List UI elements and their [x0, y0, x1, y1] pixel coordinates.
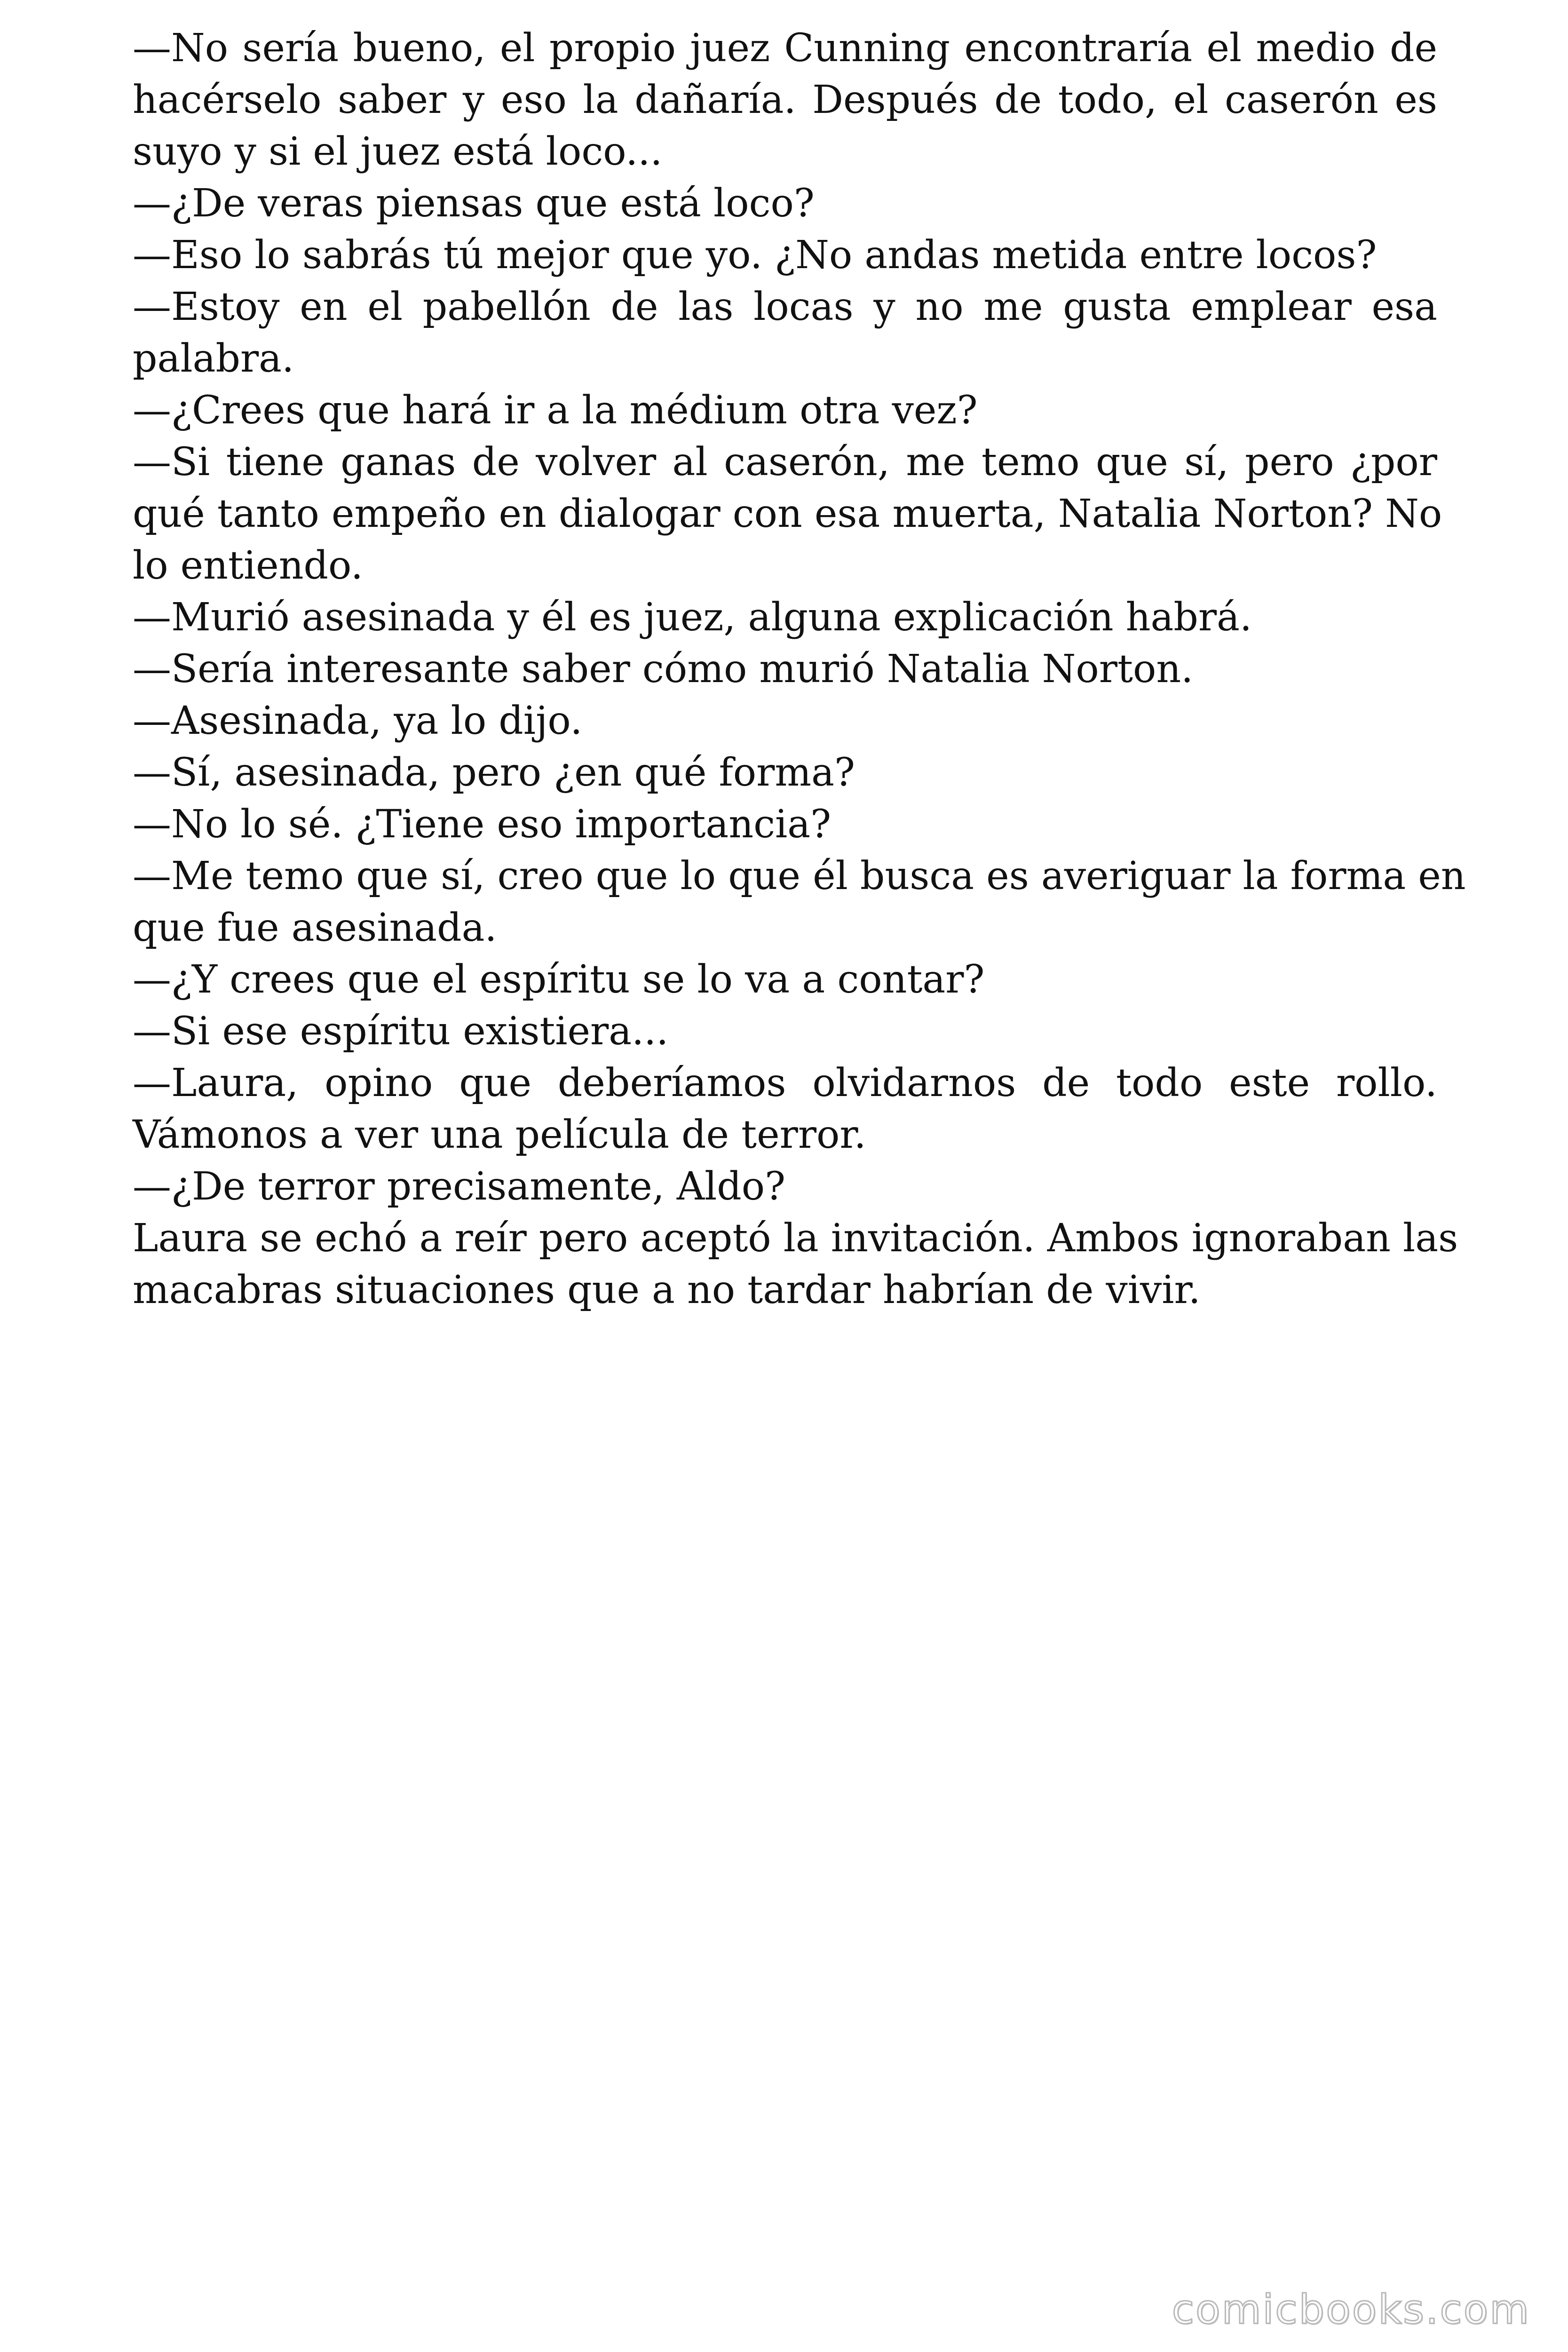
body-text	[133, 23, 1466, 1316]
text-line: qué tanto empeño en dialogar con esa muerta, Natalia Norton? No	[133, 492, 1442, 536]
text-line: —Estoy en el pabellón de las locas y no me gusta emplear esa	[133, 285, 1437, 329]
text-line: —Sería interesante saber cómo murió Natalia Norton.	[133, 647, 1194, 691]
text-line: Laura se echó a reír pero aceptó la invitación. Ambos ignoraban las	[133, 1216, 1458, 1261]
text-line: palabra.	[133, 336, 294, 381]
text-line: —Me temo que sí, creo que lo que él busca es averiguar la forma en	[133, 854, 1466, 898]
text-line: Vámonos a ver una película de terror.	[133, 1112, 866, 1157]
watermark: comicbooks.com	[1172, 2286, 1530, 2333]
text-line: —Si tiene ganas de volver al caserón, me temo que sí, pero ¿por	[133, 440, 1437, 485]
text-line: —Si ese espíritu existiera...	[133, 1009, 669, 1054]
text-line: —¿Crees que hará ir a la médium otra vez?	[133, 388, 978, 433]
text-line: —No lo sé. ¿Tiene eso importancia?	[133, 802, 832, 847]
text-line: —No sería bueno, el propio juez Cunning encontraría el medio de	[133, 26, 1437, 71]
text-line: —Asesinada, ya lo dijo.	[133, 699, 583, 743]
text-line: lo entiendo.	[133, 543, 363, 588]
text-line: macabras situaciones que a no tardar habrían de vivir.	[133, 1268, 1201, 1312]
text-line: —¿Y crees que el espíritu se lo va a contar?	[133, 957, 985, 1002]
text-line: que fue asesinada.	[133, 906, 497, 950]
text-line: —Murió asesinada y él es juez, alguna explicación habrá.	[133, 595, 1252, 640]
text-line: hacérselo saber y eso la dañaría. Después de todo, el caserón es	[133, 78, 1437, 122]
text-line: —¿De terror precisamente, Aldo?	[133, 1164, 786, 1209]
text-line: suyo y si el juez está loco...	[133, 129, 663, 174]
text-line: —Sí, asesinada, pero ¿en qué forma?	[133, 750, 855, 795]
text-line: —Eso lo sabrás tú mejor que yo. ¿No andas metida entre locos?	[133, 233, 1377, 278]
text-line: —Laura, opino que deberíamos olvidarnos de todo este rollo.	[133, 1061, 1437, 1105]
text-line: —¿De veras piensas que está loco?	[133, 181, 815, 226]
